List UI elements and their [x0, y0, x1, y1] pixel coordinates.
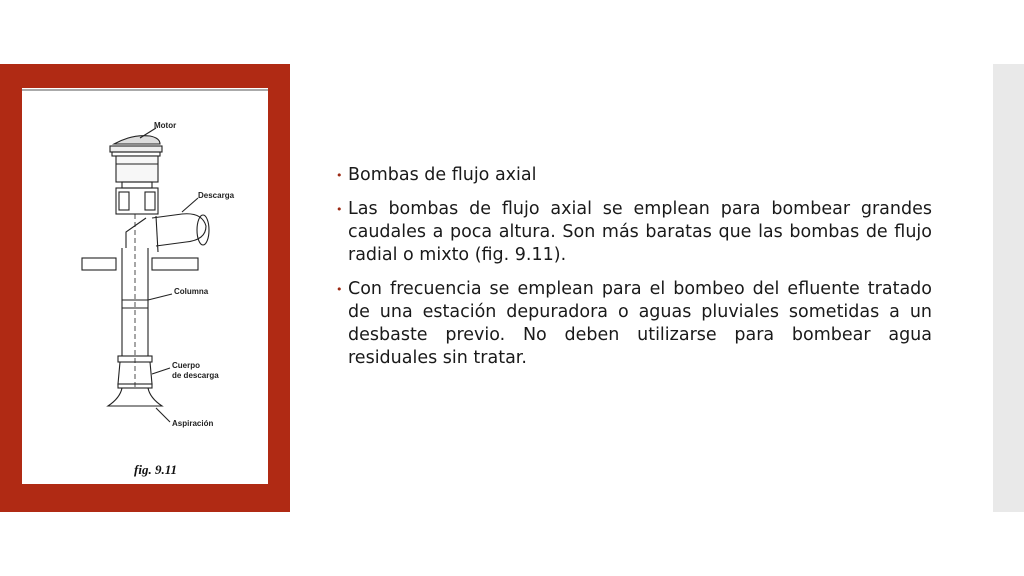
side-strip: [993, 64, 1024, 512]
label-columna: Columna: [174, 287, 209, 296]
bullet-text: Con frecuencia se emplean para el bombeo del efluente tratado de una estación depuradora o aguas pluviales sometidas a un desbaste previo. No deben utilizarse para bombear agua residuales sin tratar.: [348, 279, 932, 368]
bullet-item: [336, 278, 932, 370]
bullet-list: [336, 164, 932, 381]
bullet-text: Las bombas de flujo axial se emplean para bombear grandes caudales a poca altura. Son más baratas que las bombas de flujo radial o mixto (fig. 9.11).: [348, 199, 932, 265]
label-cuerpo-2: de descarga: [172, 371, 219, 380]
label-motor: Motor: [154, 121, 177, 130]
label-cuerpo-1: Cuerpo: [172, 361, 200, 370]
bullet-item: [336, 164, 932, 187]
bullet-item: [336, 198, 932, 267]
label-aspiracion: Aspiración: [172, 419, 214, 428]
pump-drawing: [22, 88, 268, 484]
bullet-marker: •: [336, 169, 343, 182]
bullet-marker: •: [336, 203, 343, 216]
figure-caption: fig. 9.11: [134, 462, 177, 477]
label-descarga: Descarga: [198, 191, 235, 200]
pump-diagram: [22, 88, 268, 484]
bullet-marker: •: [336, 283, 343, 296]
bullet-text: Bombas de flujo axial: [348, 165, 537, 185]
